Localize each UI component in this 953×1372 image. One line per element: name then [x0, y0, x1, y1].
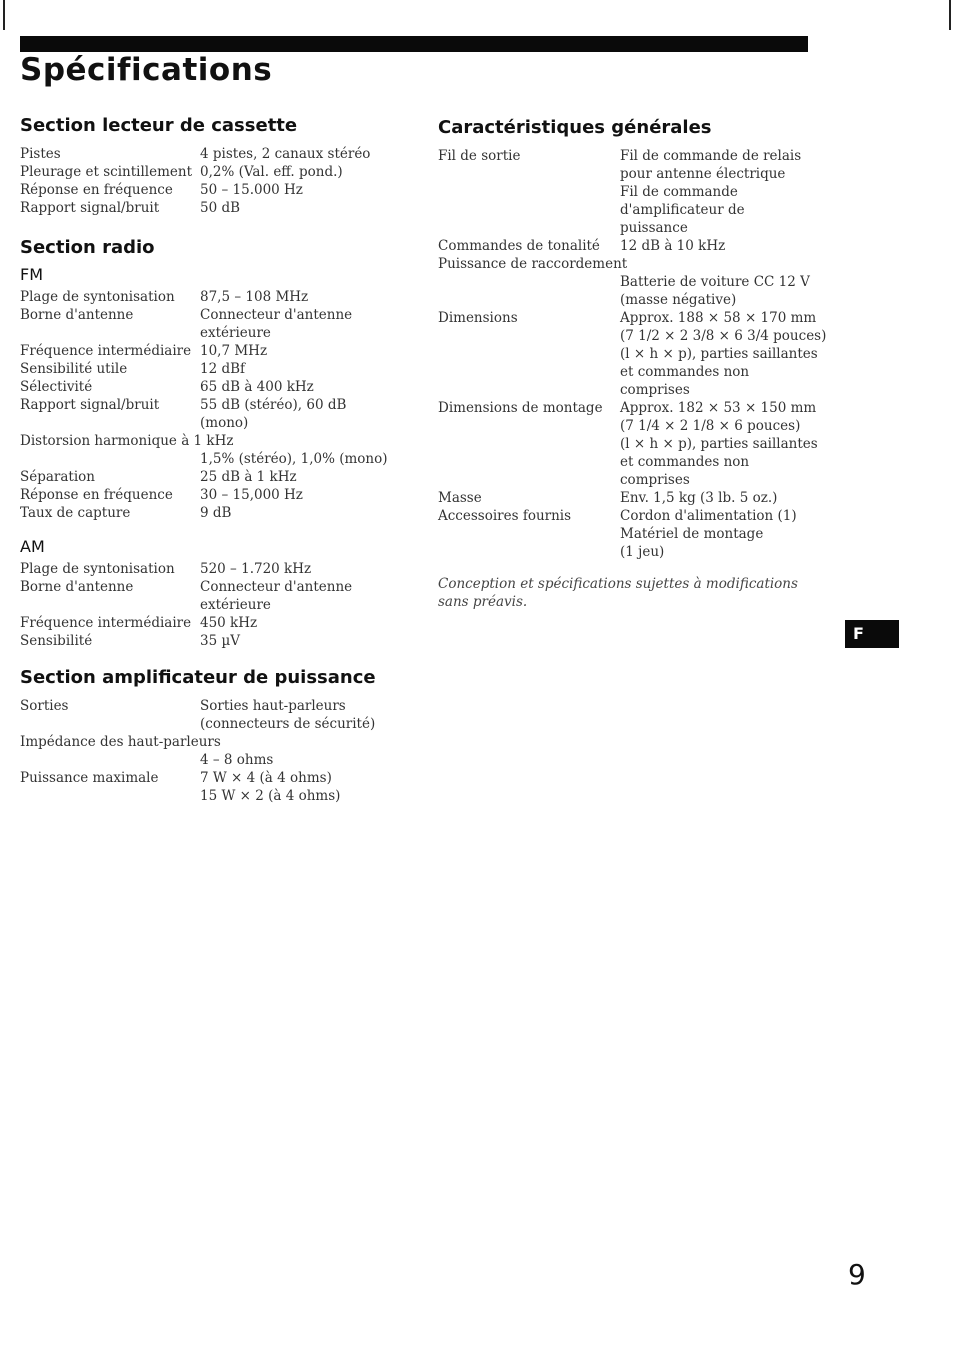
spec-value: 450 kHz [200, 615, 258, 631]
spec-value: Approx. 182 × 53 × 150 mm [620, 400, 817, 416]
spec-value-cont: et commandes non [620, 364, 750, 380]
disclaimer-note: Conception et spécifications sujettes à modifications sans préavis. [438, 576, 798, 610]
spec-label: Puissance maximale [20, 770, 159, 786]
spec-value-cont: et commandes non [620, 454, 750, 470]
spec-value-cont: (connecteurs de sécurité) [200, 716, 376, 732]
spec-label: Dimensions de montage [438, 400, 603, 416]
spec-label: Borne d'antenne [20, 307, 134, 323]
spec-value-cont: comprises [620, 472, 690, 488]
page-number: 9 [848, 1258, 866, 1291]
spec-label: Fréquence intermédiaire [20, 615, 192, 631]
radio-heading: Section radio [20, 237, 155, 258]
spec-value-cont: (7 1/2 × 2 3/8 × 6 3/4 pouces) [620, 328, 827, 344]
spec-value-cont: (1 jeu) [620, 544, 665, 560]
spec-value: 65 dB à 400 kHz [200, 379, 314, 395]
spec-value: Batterie de voiture CC 12 V [620, 274, 810, 290]
spec-value: 35 µV [200, 633, 240, 649]
spec-value: Sorties haut-parleurs [200, 698, 346, 714]
spec-label: Pleurage et scintillement [20, 164, 192, 180]
spec-label: Taux de capture [20, 505, 131, 521]
spec-label: Fréquence intermédiaire [20, 343, 192, 359]
spec-value: 7 W × 4 (à 4 ohms) [200, 770, 332, 786]
spec-label: Distorsion harmonique à 1 kHz [20, 433, 234, 449]
header-bar [20, 36, 808, 52]
spec-value: Env. 1,5 kg (3 lb. 5 oz.) [620, 490, 778, 506]
page-edge-right [949, 0, 951, 30]
spec-label: Commandes de tonalité [438, 238, 600, 254]
spec-label: Fil de sortie [438, 148, 521, 164]
spec-value-cont: Fil de commande [620, 184, 738, 200]
spec-value-cont: extérieure [200, 325, 271, 341]
spec-value-cont: Matériel de montage [620, 526, 764, 542]
spec-value: Connecteur d'antenne [200, 579, 353, 595]
general-heading: Caractéristiques générales [438, 117, 712, 138]
spec-label: Puissance de raccordement [438, 256, 628, 272]
spec-label: Pistes [20, 146, 61, 162]
spec-value: 4 – 8 ohms [200, 752, 274, 768]
spec-value: 0,2% (Val. eff. pond.) [200, 164, 343, 180]
spec-value-cont: puissance [620, 220, 688, 236]
spec-value-cont: (l × h × p), parties saillantes [620, 436, 818, 452]
spec-value-cont: (mono) [200, 415, 249, 431]
spec-value-cont: 15 W × 2 (à 4 ohms) [200, 788, 341, 804]
amplifier-heading: Section amplificateur de puissance [20, 667, 376, 688]
spec-value: 87,5 – 108 MHz [200, 289, 309, 305]
spec-value-cont: comprises [620, 382, 690, 398]
spec-value: 50 dB [200, 200, 241, 216]
spec-label: Réponse en fréquence [20, 487, 173, 503]
spec-value-cont: (masse négative) [620, 292, 737, 308]
spec-label: Impédance des haut-parleurs [20, 734, 221, 750]
spec-label: Sorties [20, 698, 69, 714]
page-edge-left [3, 0, 5, 30]
spec-value: 25 dB à 1 kHz [200, 469, 297, 485]
spec-label: Masse [438, 490, 482, 506]
spec-label: Sensibilité [20, 633, 93, 649]
spec-label: Plage de syntonisation [20, 289, 175, 305]
spec-value: Approx. 188 × 58 × 170 mm [620, 310, 817, 326]
spec-value-cont: (7 1/4 × 2 1/8 × 6 pouces) [620, 418, 801, 434]
spec-value: 520 – 1.720 kHz [200, 561, 312, 577]
spec-label: Plage de syntonisation [20, 561, 175, 577]
spec-value-cont: (l × h × p), parties saillantes [620, 346, 818, 362]
spec-label: Rapport signal/bruit [20, 200, 160, 216]
spec-value: Cordon d'alimentation (1) [620, 508, 797, 524]
am-heading: AM [20, 537, 45, 556]
language-tab [845, 620, 899, 648]
spec-value: 55 dB (stéréo), 60 dB [200, 397, 347, 413]
cassette-heading: Section lecteur de cassette [20, 115, 298, 136]
spec-label: Borne d'antenne [20, 579, 134, 595]
spec-label: Accessoires fournis [438, 508, 572, 524]
spec-label: Dimensions [438, 310, 518, 326]
spec-label: Réponse en fréquence [20, 182, 173, 198]
spec-label: Sélectivité [20, 379, 93, 395]
spec-value: 30 – 15,000 Hz [200, 487, 303, 503]
spec-value: Connecteur d'antenne [200, 307, 353, 323]
language-tab-letter: F [853, 624, 864, 643]
spec-value: 10,7 MHz [200, 343, 268, 359]
spec-value-cont: pour antenne électrique [620, 166, 786, 182]
spec-value: 12 dBf [200, 361, 246, 377]
spec-value: 4 pistes, 2 canaux stéréo [200, 146, 371, 162]
spec-label: Séparation [20, 469, 95, 485]
spec-label: Sensibilité utile [20, 361, 128, 377]
fm-heading: FM [20, 265, 44, 284]
spec-value: Fil de commande de relais [620, 148, 802, 164]
page-title: Spécifications [20, 52, 273, 88]
spec-label: Rapport signal/bruit [20, 397, 160, 413]
spec-value: 50 – 15.000 Hz [200, 182, 303, 198]
spec-value-cont: extérieure [200, 597, 271, 613]
spec-value: 12 dB à 10 kHz [620, 238, 726, 254]
spec-value-cont: d'amplificateur de [620, 202, 745, 218]
spec-value: 9 dB [200, 505, 232, 521]
spec-value: 1,5% (stéréo), 1,0% (mono) [200, 451, 388, 467]
